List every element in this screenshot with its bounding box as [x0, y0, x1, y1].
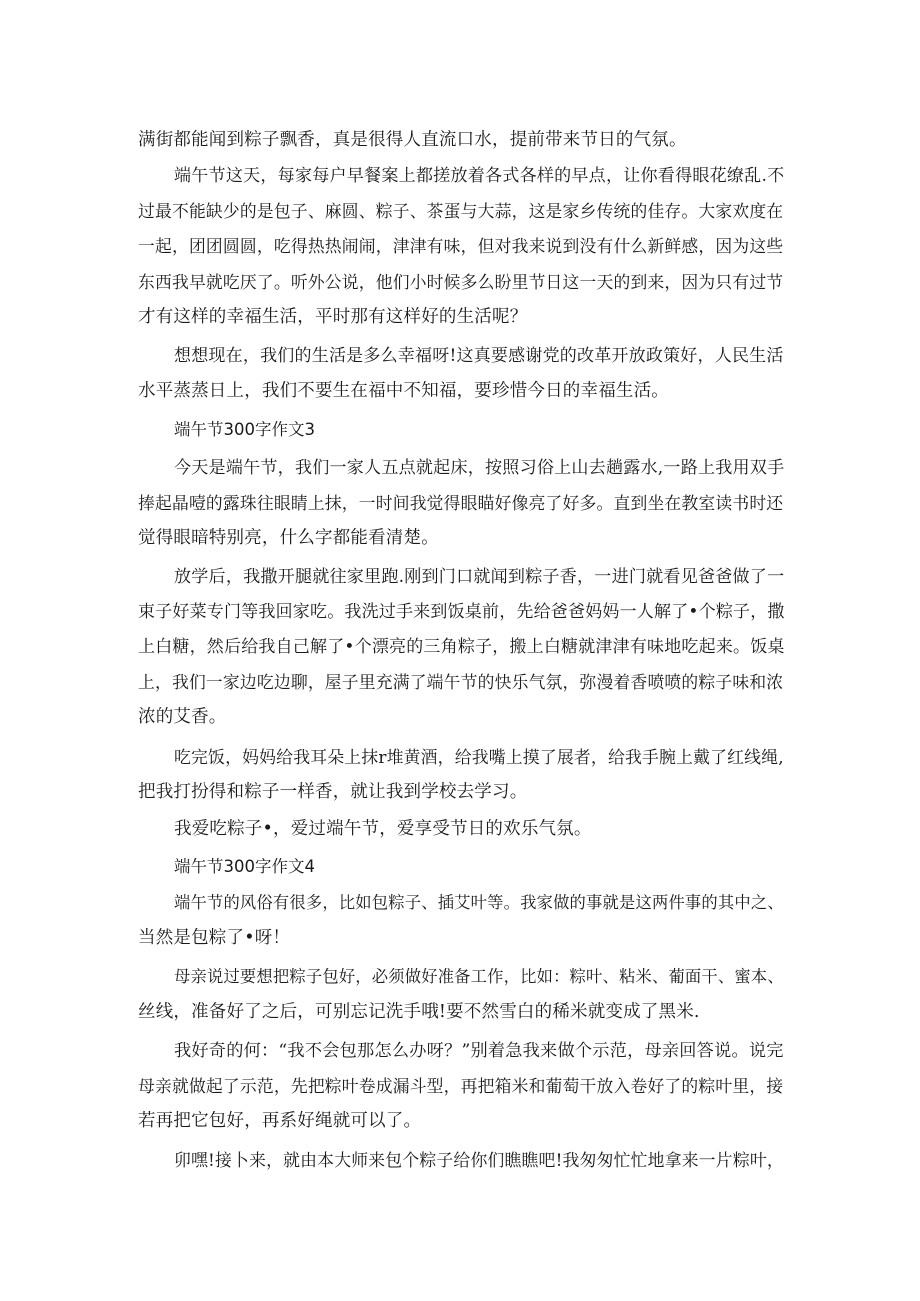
paragraph-line: 上白糖，然后给我自己解了•个漂亮的三角粽子，搬上白糖就津津有味地吃起来。饭桌 — [138, 637, 785, 657]
paragraph-line: 过最不能缺少的是包子、麻圆、粽子、茶蛋与大蒜，这是家乡传统的佳存。大家欢度在 — [138, 201, 784, 221]
paragraph-line: 端午节这天，每家每户早餐案上都搓放着各式各样的早点，让你看得眼花缭乱.不 — [174, 166, 785, 186]
paragraph-line: 觉得眼暗特别亮，什么字都能看清楚。 — [138, 528, 439, 548]
paragraph-line: 丝线，准备好了之后，可别忘记洗手哦!要不然雪白的稀米就变成了黑米. — [138, 1002, 700, 1022]
paragraph-line: 端午节的风俗有很多，比如包粽子、插艾叶等。我家做的事就是这两件事的其中之、 — [174, 893, 784, 912]
paragraph-line: 母亲说过要想把粽子包好，必须做好准备工作，比如：粽叶、粘米、葡面干、蜜本、 — [174, 967, 784, 986]
section-heading: 端午节300字作文4 — [174, 857, 315, 876]
paragraph-line: 东西我早就吃厌了。听外公说，他们小时候多么盼里节日这一天的到来，因为只有过节 — [138, 272, 784, 292]
paragraph-line: 今天是端午节，我们一家人五点就起床，按照习俗上山去趟露水,一路上我用双手 — [174, 458, 785, 478]
paragraph-line: 若再把它包好，再系好绳就可以了。 — [138, 1111, 422, 1131]
paragraph-line: 把我打扮得和粽子一样香，就让我到学校去学习。 — [138, 782, 528, 802]
paragraph-line: 当然是包粽了•呀！ — [138, 928, 291, 948]
paragraph-line: 捧起晶噎的露珠往眼睛上抹，一时间我觉得眼瞄好像亮了好多。直到坐在教室读书时还 — [138, 493, 784, 513]
paragraph-line: 满街都能闻到粽子飘香，真是很得人直流口水，提前带来节日的气氛。 — [138, 130, 687, 150]
paragraph-line: 浓的艾香。 — [138, 707, 227, 727]
paragraph-line: 放学后，我撒开腿就往家里跑.刚到门口就闻到粽子香，一进门就看见爸爸做了一 — [174, 567, 785, 587]
paragraph-line: 想想现在，我们的生活是多么幸福呀!这真要感谢党的改革开放政策好，人民生活 — [174, 346, 784, 366]
paragraph-line: 束子好菜专门等我回家吃。我洗过手来到饭桌前，先给爸爸妈妈一人解了•个粽子，撒 — [138, 602, 785, 622]
paragraph-line: 一起，团团圆圆，吃得热热闹闹，津津有味，但对我来说到没有什么新鲜感，因为这些 — [138, 236, 784, 256]
paragraph-line: 吃完饭，妈妈给我耳朵上抹r堆黄酒，给我嘴上摸了展者，给我手腕上戴了红线绳, — [174, 747, 784, 767]
section-heading: 端午节300字作文3 — [174, 420, 315, 439]
paragraph-line: 卯嘿!接卜来，就由本大师来包个粽子给你们瞧瞧吧!我匆匆忙忙地拿来一片粽叶， — [174, 1150, 784, 1170]
paragraph-line: 上，我们一家边吃边聊，屋子里充满了端午节的快乐气氛，弥漫着香喷喷的粽子味和浓 — [138, 672, 784, 692]
paragraph-line: 才有这样的幸福生活，平时那有这样好的生活呢？ — [138, 307, 528, 327]
paragraph-line: 我好奇的何：“我不会包那怎么办呀？”别着急我来做个示范，母亲回答说。说完 — [174, 1041, 784, 1061]
paragraph-line: 母亲就做起了示范，先把粽叶卷成漏斗型，再把箱米和葡萄干放入卷好了的粽叶里，接 — [138, 1076, 784, 1096]
paragraph-line: 我爱吃粽子•，爱过端午节，爱享受节日的欢乐气氛。 — [174, 819, 592, 839]
paragraph-line: 水平蒸蒸日上，我们不要生在福中不知福，要珍惜今日的幸福生活。 — [138, 381, 669, 401]
